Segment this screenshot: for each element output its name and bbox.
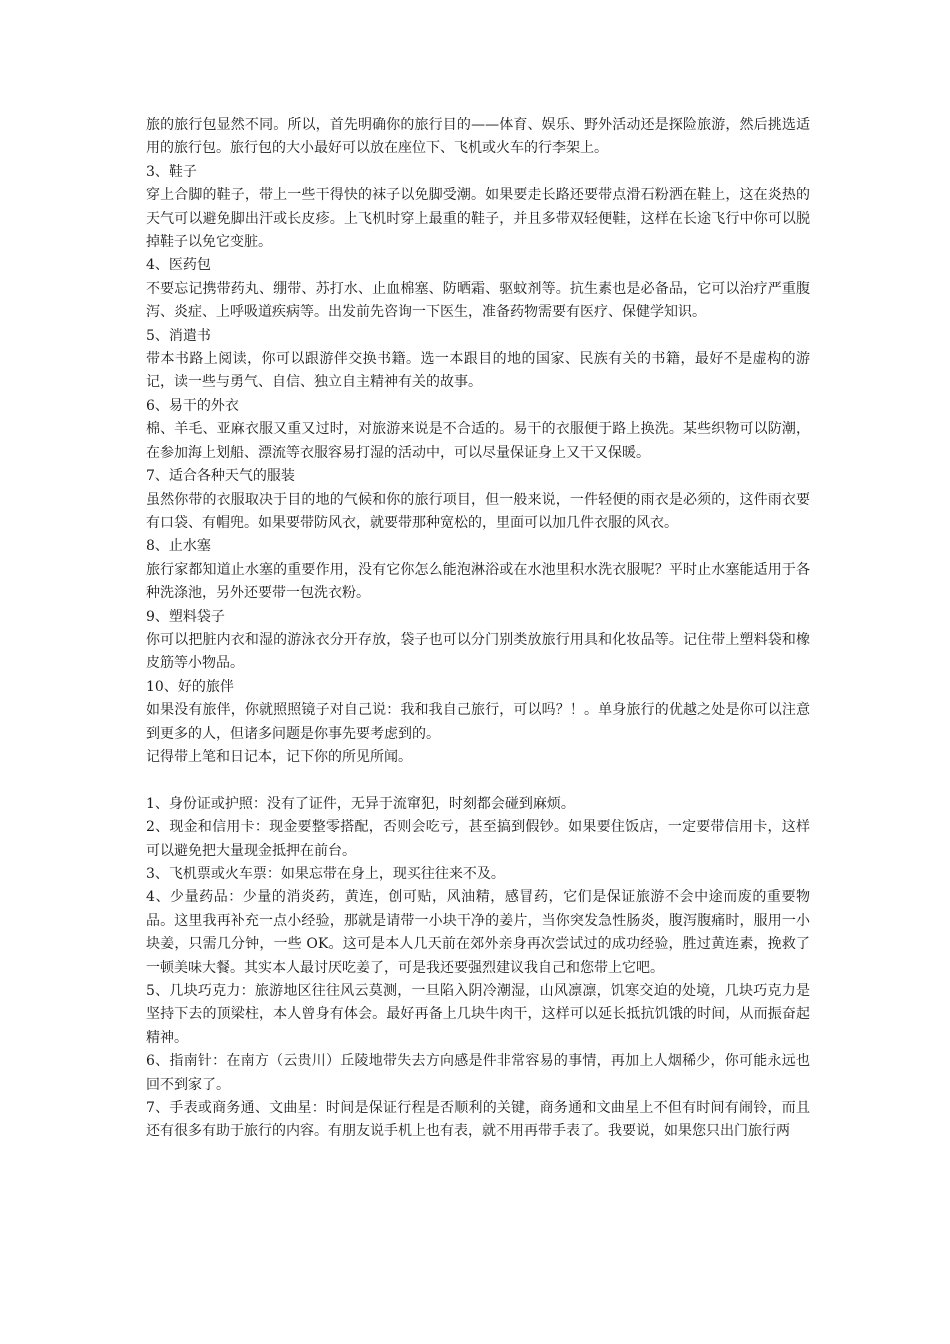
travel-item bbox=[146, 325, 810, 395]
essential-item: 4、少量药品：少量的消炎药，黄连，创可贴，风油精，感冒药，它们是保证旅游不会中途而废的重要物品。这里我再补充一点小经验，那就是请带一小块干净的姜片，当你突发急性肠炎，腹泻腹痛时，服用一小块姜，只需几分钟，一些 OK。这可是本人几天前在郊外亲身再次尝试过的成功经验，胜过黄连素，挽救了一顿美味大餐。其实本人最讨厌吃姜了，可是我还要强烈建议我自己和您带上它吧。 bbox=[146, 889, 810, 976]
document-page bbox=[146, 114, 810, 1144]
item-heading: 3、鞋子 bbox=[146, 163, 197, 180]
item-heading: 4、医药包 bbox=[146, 257, 211, 274]
item-body: 旅行家都知道止水塞的重要作用，没有它你怎么能泡淋浴或在水池里积水洗衣服呢？平时止水塞能适用于各种洗涤池，另外还要带一包洗衣粉。 bbox=[146, 561, 810, 602]
essential-item: 3、飞机票或火车票：如果忘带在身上，现买往往来不及。 bbox=[146, 865, 505, 882]
essential-item: 1、身份证或护照：没有了证件，无异于流窜犯，时刻都会碰到麻烦。 bbox=[146, 795, 575, 812]
item-body: 如果没有旅伴，你就照照镜子对自己说：我和我自己旅行，可以吗？！。单身旅行的优越之处是你可以注意到更多的人，但诸多问题是你事先要考虑到的。 bbox=[146, 702, 810, 742]
section-spacer bbox=[146, 769, 810, 792]
essentials-list bbox=[146, 793, 810, 1144]
travel-item bbox=[146, 606, 810, 676]
travel-item bbox=[146, 535, 810, 605]
travel-item bbox=[146, 254, 810, 324]
item-body: 穿上合脚的鞋子，带上一些干得快的袜子以免脚受潮。如果要走长路还要带点滑石粉洒在鞋上，这在炎热的天气可以避免脚出汗或长皮疹。上飞机时穿上最重的鞋子，并且多带双轻便鞋，这样在长途飞行中你可以脱掉鞋子以免它变脏。 bbox=[146, 187, 810, 251]
travel-item bbox=[146, 465, 810, 535]
travel-item-list bbox=[146, 161, 810, 746]
essential-item: 2、现金和信用卡：现金要整零搭配，否则会吃亏，甚至搞到假钞。如果要住饭店，一定要带信用卡，这样可以避免把大量现金抵押在前台。 bbox=[146, 819, 810, 859]
travel-item bbox=[146, 676, 810, 746]
item-body: 你可以把脏内衣和湿的游泳衣分开存放，袋子也可以分门别类放旅行用具和化妆品等。记住带上塑料袋和橡皮筋等小物品。 bbox=[146, 631, 810, 672]
closing-note: 记得带上笔和日记本，记下你的所见所闻。 bbox=[146, 748, 412, 765]
item-heading: 6、易干的外衣 bbox=[146, 397, 239, 414]
essential-item: 5、几块巧克力：旅游地区往往风云莫测，一旦陷入阴冷潮湿，山风凛凛，饥寒交迫的处境，几块巧克力是坚持下去的顶梁柱，本人曾身有体会。最好再备上几块牛肉干，这样可以延长抵抗饥饿的时间，从而振奋起精神。 bbox=[146, 983, 810, 1046]
travel-item bbox=[146, 161, 810, 255]
item-heading: 7、适合各种天气的服装 bbox=[146, 468, 295, 485]
item-heading: 10、好的旅伴 bbox=[146, 678, 234, 695]
item-heading: 8、止水塞 bbox=[146, 538, 211, 555]
item-heading: 5、消遣书 bbox=[146, 327, 211, 344]
travel-item bbox=[146, 395, 810, 465]
essential-item: 7、手表或商务通、文曲星：时间是保证行程是否顺利的关键，商务通和文曲星上不但有时间有闹铃，而且还有很多有助于旅行的内容。有朋友说手机上也有表，就不用再带手表了。我要说，如果您只出门旅行两 bbox=[146, 1100, 810, 1140]
essential-item: 6、指南针：在南方（云贵川）丘陵地带失去方向感是件非常容易的事情，再加上人烟稀少，你可能永远也回不到家了。 bbox=[146, 1053, 810, 1093]
intro-paragraph: 旅的旅行包显然不同。所以，首先明确你的旅行目的——体育、娱乐、野外活动还是探险旅游，然后挑选适用的旅行包。旅行包的大小最好可以放在座位下、飞机或火车的行李架上。 bbox=[146, 117, 810, 157]
item-body: 虽然你带的衣服取决于目的地的气候和你的旅行项目，但一般来说，一件轻便的雨衣是必须的，这件雨衣要有口袋、有帽兜。如果要带防风衣，就要带那种宽松的，里面可以加几件衣服的风衣。 bbox=[146, 491, 810, 531]
item-body: 不要忘记携带药丸、绷带、苏打水、止血棉塞、防晒霜、驱蚊剂等。抗生素也是必备品，它可以治疗严重腹泻、炎症、上呼吸道疾病等。出发前先咨询一下医生，准备药物需要有医疗、保健学知识。 bbox=[146, 280, 810, 321]
item-body: 带本书路上阅读，你可以跟游伴交换书籍。选一本跟目的地的国家、民族有关的书籍，最好不是虚构的游记，读一些与勇气、自信、独立自主精神有关的故事。 bbox=[146, 351, 810, 391]
item-body: 棉、羊毛、亚麻衣服又重又过时，对旅游来说是不合适的。易干的衣服便于路上换洗。某些织物可以防潮，在参加海上划船、漂流等衣服容易打湿的活动中，可以尽量保证身上又干又保暖。 bbox=[146, 421, 810, 461]
item-heading: 9、塑料袋子 bbox=[146, 608, 225, 625]
